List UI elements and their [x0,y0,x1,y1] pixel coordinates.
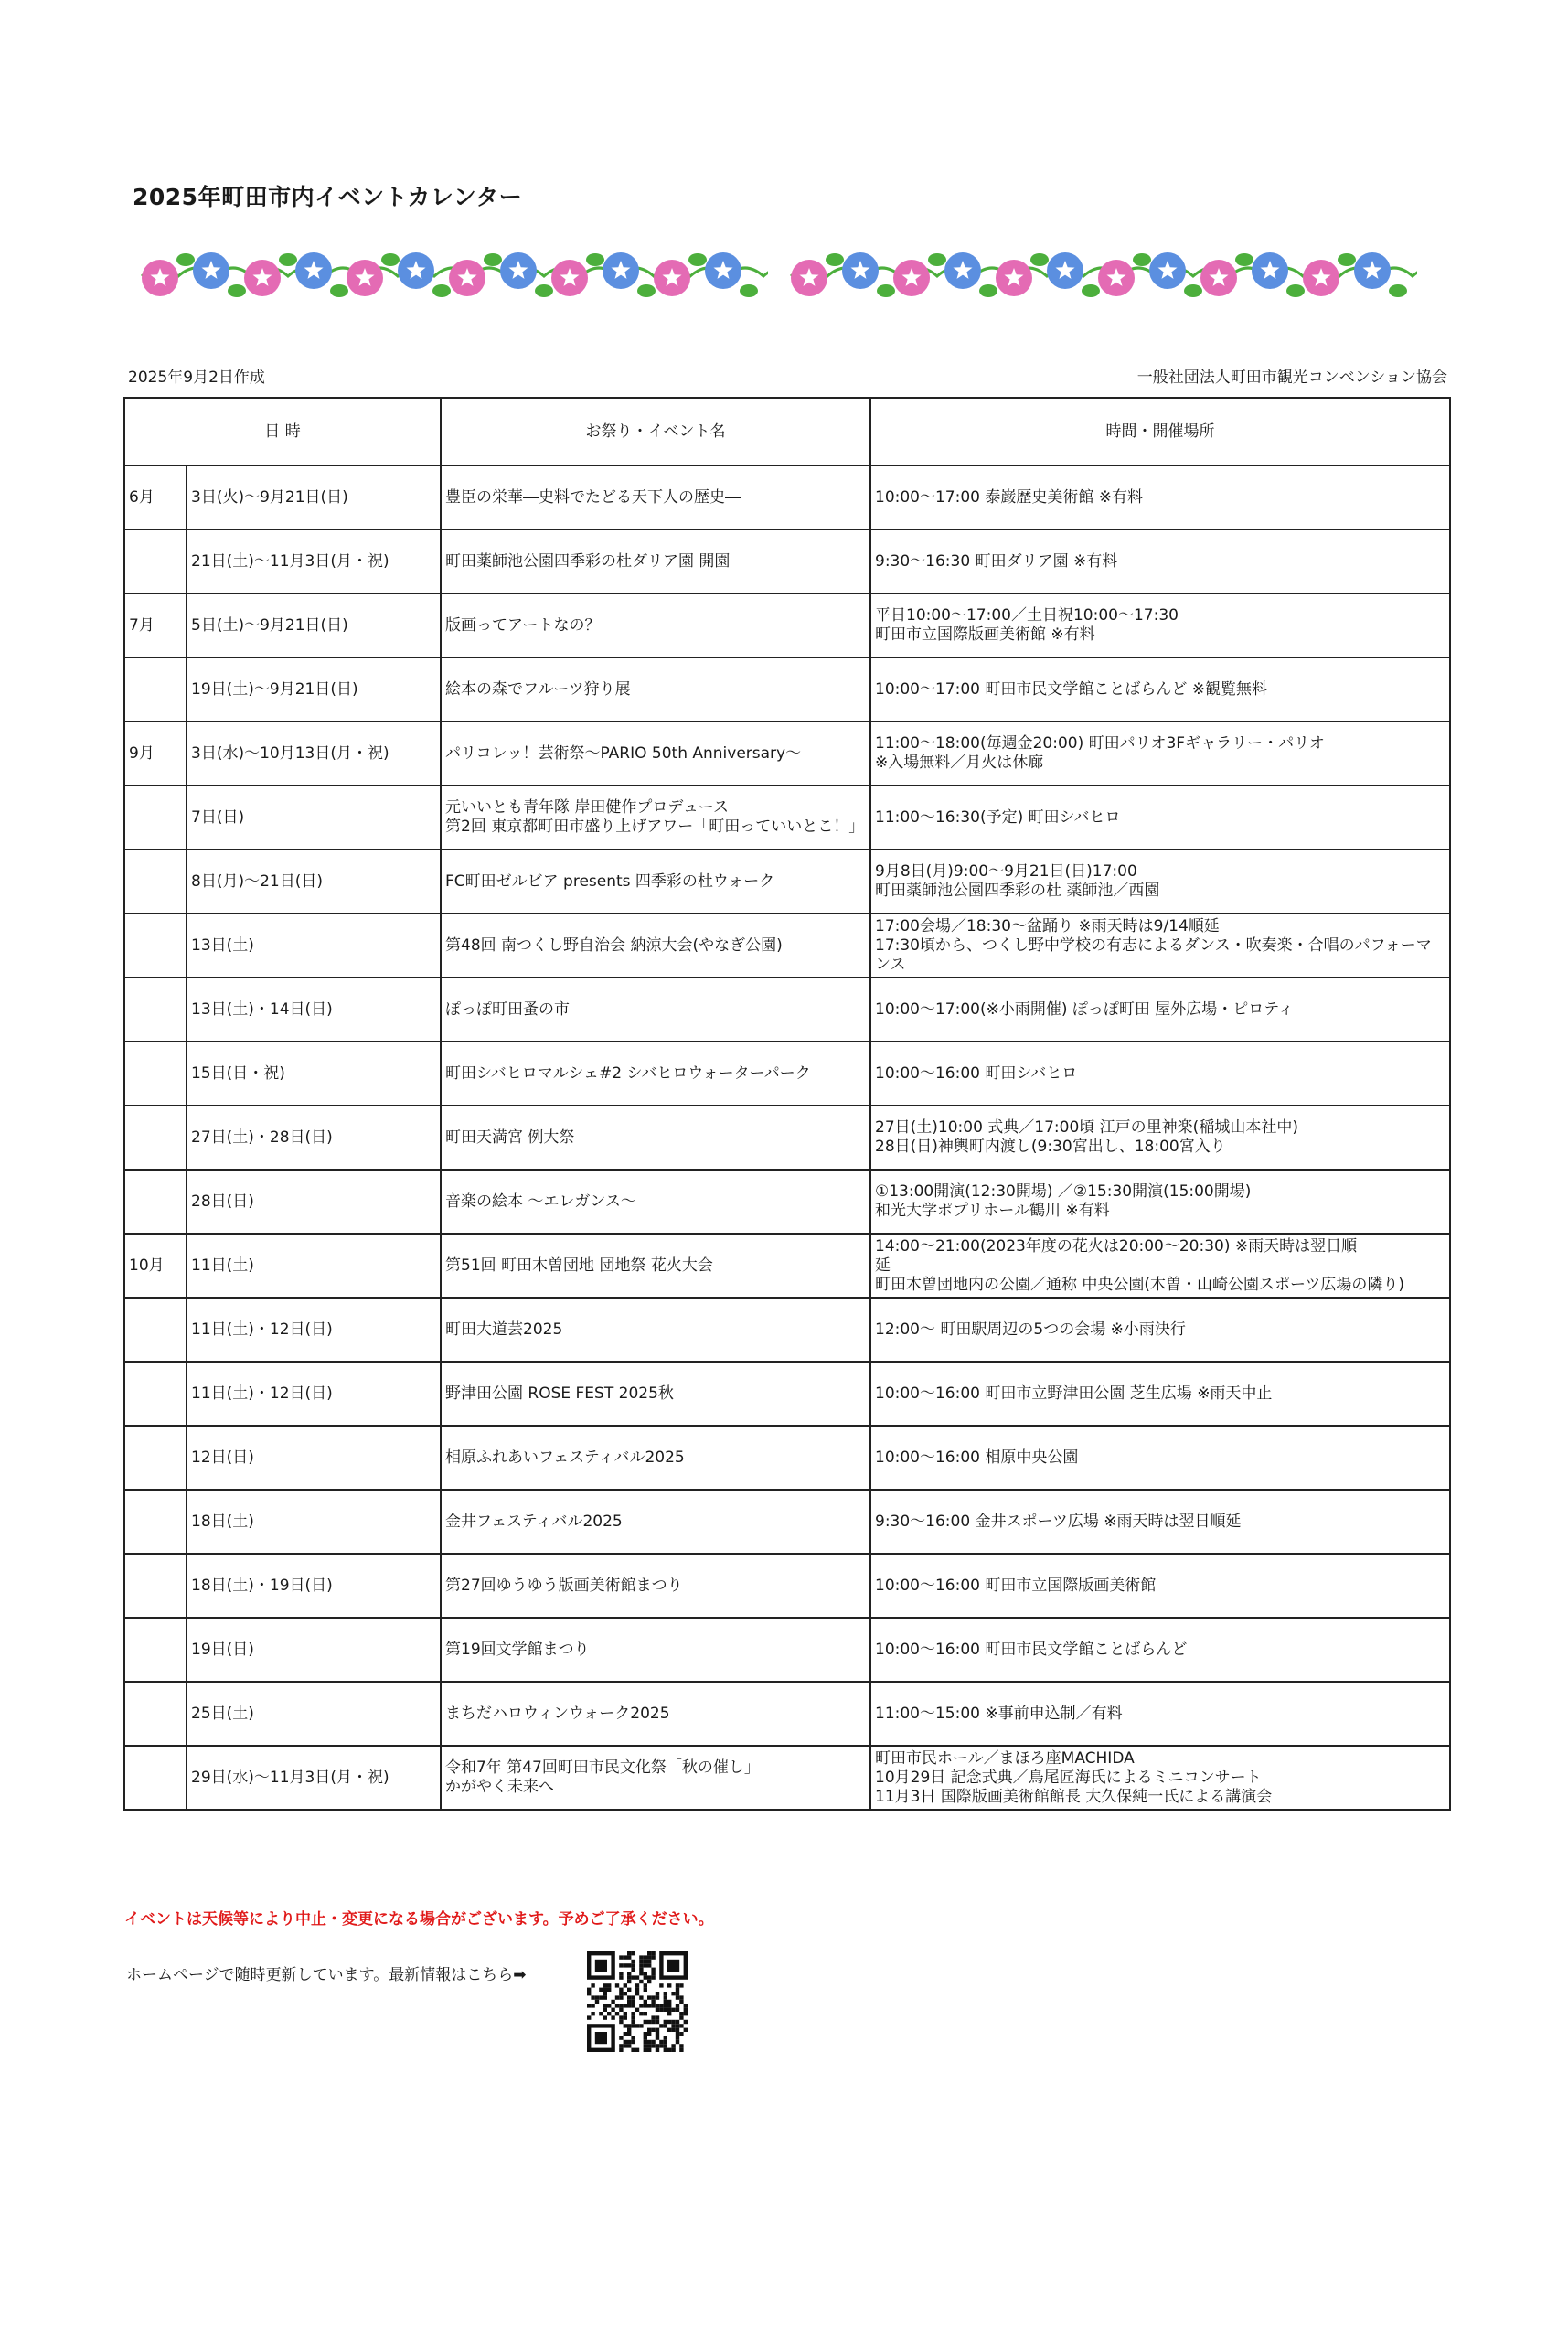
time-venue-line: 27日(土)10:00 式典／17:00頃 江戸の里神楽(稲城山本社中) [875,1118,1298,1137]
event-name-cell [441,786,870,850]
month-cell [124,1362,187,1426]
month-cell [124,1106,187,1170]
leaf-icon [1286,284,1305,297]
event-name-line: 豊臣の栄華―史料でたどる天下人の歴史― [445,487,741,507]
date-cell: 12日(日) [187,1426,441,1490]
date-cell: 15日(日・祝) [187,1042,441,1106]
date-cell: 18日(土) [187,1490,441,1554]
time-venue-cell [870,1362,1450,1426]
time-venue-cell [870,529,1450,593]
table-row [124,1426,1450,1490]
time-venue-cell [870,593,1450,657]
time-venue-cell [870,1234,1450,1298]
event-name-line: 元いいとも青年隊 岸田健作プロデュース [445,798,730,817]
event-name-cell [441,978,870,1042]
time-venue-line: 10:00～17:00(※小雨開催) ぽっぽ町田 屋外広場・ピロティ [875,999,1294,1019]
date-cell: 28日(日) [187,1170,441,1234]
time-venue-cell [870,1042,1450,1106]
date-cell: 18日(土)・19日(日) [187,1554,441,1618]
organization-name: 一般社団法人町田市観光コンベンション協会 [1136,369,1447,387]
date-cell: 11日(土)・12日(日) [187,1298,441,1362]
leaf-icon [228,284,246,297]
table-row [124,1042,1450,1106]
leaf-icon [928,253,946,266]
month-cell [124,1554,187,1618]
event-name-line: 第27回ゆうゆう版画美術館まつり [445,1576,683,1595]
time-venue-line: 10:00～16:00 町田市立野津田公園 芝生広場 ※雨天中止 [875,1384,1273,1403]
time-venue-line: 14:00～21:00(2023年度の花火は20:00～20:30) ※雨天時は翌日順 [875,1236,1358,1256]
leaf-icon [484,253,502,266]
event-name-cell [441,1746,870,1810]
time-venue-line: 9月8日(月)9:00～9月21日(日)17:00 [875,862,1137,881]
month-cell [124,978,187,1042]
event-name-line: ぽっぽ町田蚤の市 [445,999,570,1019]
event-name-line: 町田大道芸2025 [445,1320,563,1339]
table-row [124,1618,1450,1682]
header-venue: 時間・開催場所 [870,398,1450,465]
month-cell [124,914,187,978]
table-row [124,1746,1450,1810]
time-venue-line: 10:00～16:00 町田市立国際版画美術館 [875,1576,1157,1595]
time-venue-cell [870,978,1450,1042]
event-name-cell [441,1362,870,1426]
event-name-cell [441,1170,870,1234]
event-name-line: かがやく未来へ [445,1778,554,1796]
time-venue-line: 町田市民ホール／まほろ座MACHIDA [875,1748,1135,1768]
event-name-cell [441,593,870,657]
month-cell [124,1426,187,1490]
event-name-line: 令和7年 第47回町田市民文化祭「秋の催し」 [445,1758,760,1777]
leaf-icon [432,284,451,297]
date-cell: 11日(土) [187,1234,441,1298]
event-name-line: 町田シバヒロマルシェ#2 シバヒロウォーターパーク [445,1064,811,1083]
time-venue-cell [870,1746,1450,1810]
event-name-line: 第51回 町田木曽団地 団地祭 花火大会 [445,1256,713,1275]
time-venue-cell [870,1106,1450,1170]
month-cell [124,1042,187,1106]
date-cell: 29日(水)～11月3日(月・祝) [187,1746,441,1810]
table-row [124,1298,1450,1362]
time-venue-line: 11:00～18:00(毎週金20:00) 町田パリオ3Fギャラリー・パリオ [875,734,1325,753]
time-venue-line: 11:00～15:00 ※事前申込制／有料 [875,1704,1123,1723]
event-name-cell [441,529,870,593]
event-name-line: 第2回 東京都町田市盛り上げアワー「町田っていいとこ！」 [445,818,865,836]
time-venue-line: 11月3日 国際版画美術館館長 大久保純一氏による講演会 [875,1787,1273,1806]
event-name-line: 相原ふれあいフェスティバル2025 [445,1448,685,1467]
event-name-cell [441,1234,870,1298]
leaf-icon [1133,253,1151,266]
time-venue-cell [870,1170,1450,1234]
date-cell: 25日(土) [187,1682,441,1746]
event-name-cell [441,1426,870,1490]
created-date: 2025年9月2日作成 [128,369,265,387]
event-name-cell [441,914,870,978]
event-name-cell [441,657,870,722]
date-cell: 13日(土) [187,914,441,978]
header-event: お祭り・イベント名 [441,398,870,465]
time-venue-cell [870,850,1450,914]
leaf-icon [877,284,895,297]
time-venue-line: ①13:00開演(12:30開場) ／②15:30開演(15:00開場) [875,1182,1252,1201]
date-cell: 5日(土)～9月21日(日) [187,593,441,657]
event-name-cell [441,465,870,529]
homepage-text: ホームページで随時更新しています。最新情報はこちら➡ [126,1966,527,1984]
month-cell [124,1298,187,1362]
table-row [124,786,1450,850]
time-venue-line: 11:00～16:30(予定) 町田シバヒロ [875,807,1121,827]
event-name-cell [441,722,870,786]
event-name-cell [441,850,870,914]
time-venue-line: 9:30～16:00 金井スポーツ広場 ※雨天時は翌日順延 [875,1512,1242,1531]
time-venue-cell [870,1682,1450,1746]
table-row [124,1362,1450,1426]
month-cell: 10月 [124,1234,187,1298]
table-row [124,1682,1450,1746]
table-row [124,1490,1450,1554]
table-row [124,657,1450,722]
table-header-row [124,398,1450,465]
month-cell: 6月 [124,465,187,529]
date-cell: 27日(土)・28日(日) [187,1106,441,1170]
month-cell [124,1170,187,1234]
table-row [124,1234,1450,1298]
table-row [124,978,1450,1042]
event-name-line: 絵本の森でフルーツ狩り展 [445,679,631,699]
time-venue-line: 10:00～17:00 町田市民文学館ことばらんど ※観覧無料 [875,679,1268,699]
leaf-icon [1184,284,1202,297]
event-name-line: FC町田ゼルビア presents 四季彩の杜ウォーク [445,871,775,891]
event-name-line: 第48回 南つくし野自治会 納涼大会(やなぎ公園) [445,935,783,955]
date-cell: 11日(土)・12日(日) [187,1362,441,1426]
time-venue-line: 町田市立国際版画美術館 ※有料 [875,625,1095,644]
month-cell: 9月 [124,722,187,786]
morning-glory-garland-right [786,240,1417,313]
time-venue-line: 17:00会場／18:30～盆踊り ※雨天時は9/14順延 [875,916,1220,935]
page-title: 2025年町田市内イベントカレンター [133,184,523,210]
event-name-line: 第19回文学館まつり [445,1640,590,1659]
table-row [124,1106,1450,1170]
time-venue-line: 町田薬師池公園四季彩の杜 薬師池／西園 [875,882,1160,900]
month-cell [124,529,187,593]
time-venue-line: 10:00～16:00 町田市民文学館ことばらんど [875,1640,1188,1659]
event-name-cell [441,1554,870,1618]
event-name-cell [441,1618,870,1682]
leaf-icon [637,284,656,297]
time-venue-line: 延 [875,1256,891,1275]
leaf-icon [979,284,997,297]
month-cell [124,786,187,850]
event-name-cell [441,1042,870,1106]
leaf-icon [1389,284,1407,297]
event-name-line: 音楽の絵本 ～エレガンス～ [445,1192,636,1211]
time-venue-cell [870,1490,1450,1554]
date-cell: 13日(土)・14日(日) [187,978,441,1042]
leaf-icon [381,253,400,266]
time-venue-cell [870,657,1450,722]
table-row [124,1554,1450,1618]
leaf-icon [176,253,195,266]
time-venue-cell [870,1298,1450,1362]
event-name-line: まちだハロウィンウォーク2025 [445,1704,670,1723]
month-cell [124,657,187,722]
month-cell [124,1490,187,1554]
time-venue-line: 28日(日)神輿町内渡し(9:30宮出し、18:00宮入り [875,1138,1226,1156]
table-row [124,593,1450,657]
time-venue-cell [870,722,1450,786]
event-name-line: 町田薬師池公園四季彩の杜ダリア園 開園 [445,551,731,571]
time-venue-line: 和光大学ポプリホール鶴川 ※有料 [875,1202,1110,1220]
time-venue-cell [870,914,1450,978]
notice-text: イベントは天候等により中止・変更になる場合がございます。予めご了承ください。 [124,1910,714,1929]
leaf-icon [586,253,604,266]
time-venue-line: 9:30～16:30 町田ダリア園 ※有料 [875,551,1118,571]
event-name-line: 金井フェスティバル2025 [445,1512,623,1531]
leaf-icon [688,253,707,266]
table-row [124,850,1450,914]
time-venue-line: 10月29日 記念式典／鳥尾匠海氏によるミニコンサート [875,1768,1262,1787]
month-cell [124,850,187,914]
time-venue-line: 10:00～16:00 相原中央公園 [875,1448,1079,1467]
leaf-icon [740,284,758,297]
table-row [124,722,1450,786]
table-row [124,465,1450,529]
event-name-cell [441,1106,870,1170]
time-venue-line: 12:00～ 町田駅周辺の5つの会場 ※小雨決行 [875,1320,1186,1339]
morning-glory-garland-left [137,240,768,313]
time-venue-line: 10:00～16:00 町田シバヒロ [875,1064,1078,1083]
leaf-icon [1030,253,1049,266]
time-venue-line: 17:30頃から、つくし野中学校の有志によるダンス・吹奏楽・合唱のパフォーマ [875,935,1432,955]
leaf-icon [826,253,844,266]
time-venue-line: ンス [875,955,906,974]
time-venue-cell [870,1618,1450,1682]
date-cell: 19日(日) [187,1618,441,1682]
time-venue-line: 10:00～17:00 泰巌歴史美術館 ※有料 [875,487,1144,507]
time-venue-cell [870,1554,1450,1618]
time-venue-line: 平日10:00～17:00／土日祝10:00～17:30 [875,606,1179,625]
header-datetime: 日 時 [124,398,441,465]
leaf-icon [1338,253,1356,266]
table-row [124,529,1450,593]
event-name-line: 版画ってアートなの？ [445,615,601,635]
event-table [123,397,1451,1811]
event-name-cell [441,1682,870,1746]
event-name-line: 野津田公園 ROSE FEST 2025秋 [445,1384,674,1403]
date-cell: 8日(月)～21日(日) [187,850,441,914]
event-name-line: 町田天満宮 例大祭 [445,1128,575,1147]
leaf-icon [1235,253,1253,266]
month-cell [124,1618,187,1682]
month-cell: 7月 [124,593,187,657]
time-venue-line: ※入場無料／月火は休廊 [875,754,1044,772]
date-cell: 3日(火)～9月21日(日) [187,465,441,529]
date-cell: 19日(土)～9月21日(日) [187,657,441,722]
leaf-icon [330,284,348,297]
table-row [124,1170,1450,1234]
table-row [124,914,1450,978]
time-venue-line: 町田木曽団地内の公園／通称 中央公園(木曽・山崎公園スポーツ広場の隣り) [875,1275,1404,1294]
month-cell [124,1682,187,1746]
time-venue-cell [870,465,1450,529]
leaf-icon [535,284,553,297]
event-name-cell [441,1298,870,1362]
event-name-cell [441,1490,870,1554]
date-cell: 7日(日) [187,786,441,850]
time-venue-cell [870,786,1450,850]
month-cell [124,1746,187,1810]
time-venue-cell [870,1426,1450,1490]
date-cell: 3日(水)～10月13日(月・祝) [187,722,441,786]
qr-code[interactable] [587,1951,688,2052]
leaf-icon [1082,284,1100,297]
leaf-icon [279,253,297,266]
event-name-line: パリコレッ！芸術祭～PARIO 50th Anniversary～ [445,743,802,763]
date-cell: 21日(土)～11月3日(月・祝) [187,529,441,593]
